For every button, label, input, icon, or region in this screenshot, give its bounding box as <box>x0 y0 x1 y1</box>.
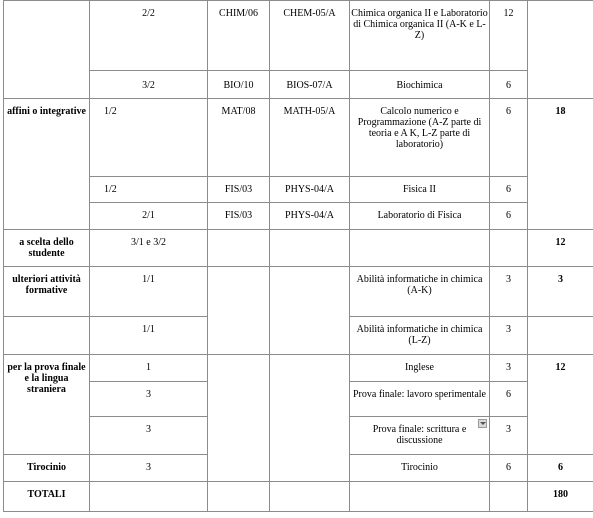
ssd-new-cell <box>270 267 350 355</box>
table-row <box>4 355 593 382</box>
ssd-new-cell: MATH-05/A <box>270 99 350 177</box>
curriculum-table <box>3 0 593 512</box>
category-cell: a scelta dello studente <box>4 230 90 267</box>
table-row <box>4 1 593 71</box>
course-text: Prova finale: scrittura e discussione <box>372 424 467 446</box>
dropdown-arrow-icon[interactable] <box>478 419 487 428</box>
ssd-old-cell: MAT/08 <box>208 99 270 177</box>
ssd-old-cell <box>208 482 270 512</box>
year-cell: 3 <box>90 417 208 455</box>
ssd-new-cell <box>270 482 350 512</box>
year-cell: 1/1 <box>90 267 208 317</box>
cfu-cell <box>490 230 528 267</box>
total-cell <box>528 317 593 355</box>
year-cell: 1/1 <box>90 317 208 355</box>
course-cell <box>350 417 490 455</box>
course-cell: Biochimica <box>350 71 490 99</box>
ssd-old-cell: BIO/10 <box>208 71 270 99</box>
cfu-cell: 6 <box>490 203 528 230</box>
course-cell: Abilità informatiche in chimica (A-K) <box>350 267 490 317</box>
ssd-old-cell <box>208 355 270 482</box>
cfu-cell: 3 <box>490 417 528 455</box>
cfu-cell: 12 <box>490 1 528 71</box>
total-cell: 12 <box>528 355 593 455</box>
course-cell: Abilità informatiche in chimica (L-Z) <box>350 317 490 355</box>
ssd-old-cell <box>208 267 270 355</box>
year-cell: 3/2 <box>90 71 208 99</box>
year-cell: 2/2 <box>90 1 208 71</box>
cfu-cell: 3 <box>490 267 528 317</box>
table-row <box>4 482 593 512</box>
ssd-new-cell <box>270 355 350 482</box>
ssd-new-cell: PHYS-04/A <box>270 177 350 203</box>
total-cell: 12 <box>528 230 593 267</box>
course-cell: Inglese <box>350 355 490 382</box>
total-cell: 180 <box>528 482 593 512</box>
total-cell: 3 <box>528 267 593 317</box>
year-cell: 3/1 e 3/2 <box>90 230 208 267</box>
course-cell: Laboratorio di Fisica <box>350 203 490 230</box>
table-row <box>4 71 593 99</box>
year-cell <box>90 482 208 512</box>
category-cell: TOTALI <box>4 482 90 512</box>
cfu-cell: 3 <box>490 355 528 382</box>
cfu-cell: 6 <box>490 71 528 99</box>
category-cell: ulteriori attività formative <box>4 267 90 317</box>
cfu-cell: 6 <box>490 382 528 417</box>
ssd-new-cell: BIOS-07/A <box>270 71 350 99</box>
year-cell: 1/2 <box>90 177 208 203</box>
table-row <box>4 230 593 267</box>
cfu-cell: 3 <box>490 317 528 355</box>
total-cell <box>528 1 593 99</box>
course-cell <box>350 482 490 512</box>
course-cell <box>350 230 490 267</box>
category-cell <box>4 317 90 355</box>
year-cell: 2/1 <box>90 203 208 230</box>
ssd-old-cell: FIS/03 <box>208 203 270 230</box>
course-cell: Fisica II <box>350 177 490 203</box>
category-cell <box>4 1 90 99</box>
table-row <box>4 99 593 177</box>
ssd-old-cell <box>208 230 270 267</box>
course-cell: Tirocinio <box>350 455 490 482</box>
category-cell: affini o integrative <box>4 99 90 230</box>
ssd-new-cell: CHEM-05/A <box>270 1 350 71</box>
table-row <box>4 267 593 317</box>
course-cell: Prova finale: lavoro sperimentale <box>350 382 490 417</box>
table-row <box>4 177 593 203</box>
category-cell: per la prova finale e la lingua straniera <box>4 355 90 455</box>
year-cell: 1 <box>90 355 208 382</box>
cfu-cell: 6 <box>490 177 528 203</box>
cfu-cell: 6 <box>490 455 528 482</box>
ssd-new-cell: PHYS-04/A <box>270 203 350 230</box>
year-cell: 3 <box>90 455 208 482</box>
table-row <box>4 203 593 230</box>
category-cell: Tirocinio <box>4 455 90 482</box>
year-cell: 1/2 <box>90 99 208 177</box>
total-cell: 6 <box>528 455 593 482</box>
ssd-new-cell <box>270 230 350 267</box>
year-cell: 3 <box>90 382 208 417</box>
ssd-old-cell: CHIM/06 <box>208 1 270 71</box>
cfu-cell <box>490 482 528 512</box>
course-cell: Chimica organica II e Laboratorio di Chimica organica II (A-K e L-Z) <box>350 1 490 71</box>
course-cell: Calcolo numerico e Programmazione (A-Z parte di teoria e A K, L-Z parte di laboratorio) <box>350 99 490 177</box>
cfu-cell: 6 <box>490 99 528 177</box>
total-cell: 18 <box>528 99 593 230</box>
ssd-old-cell: FIS/03 <box>208 177 270 203</box>
